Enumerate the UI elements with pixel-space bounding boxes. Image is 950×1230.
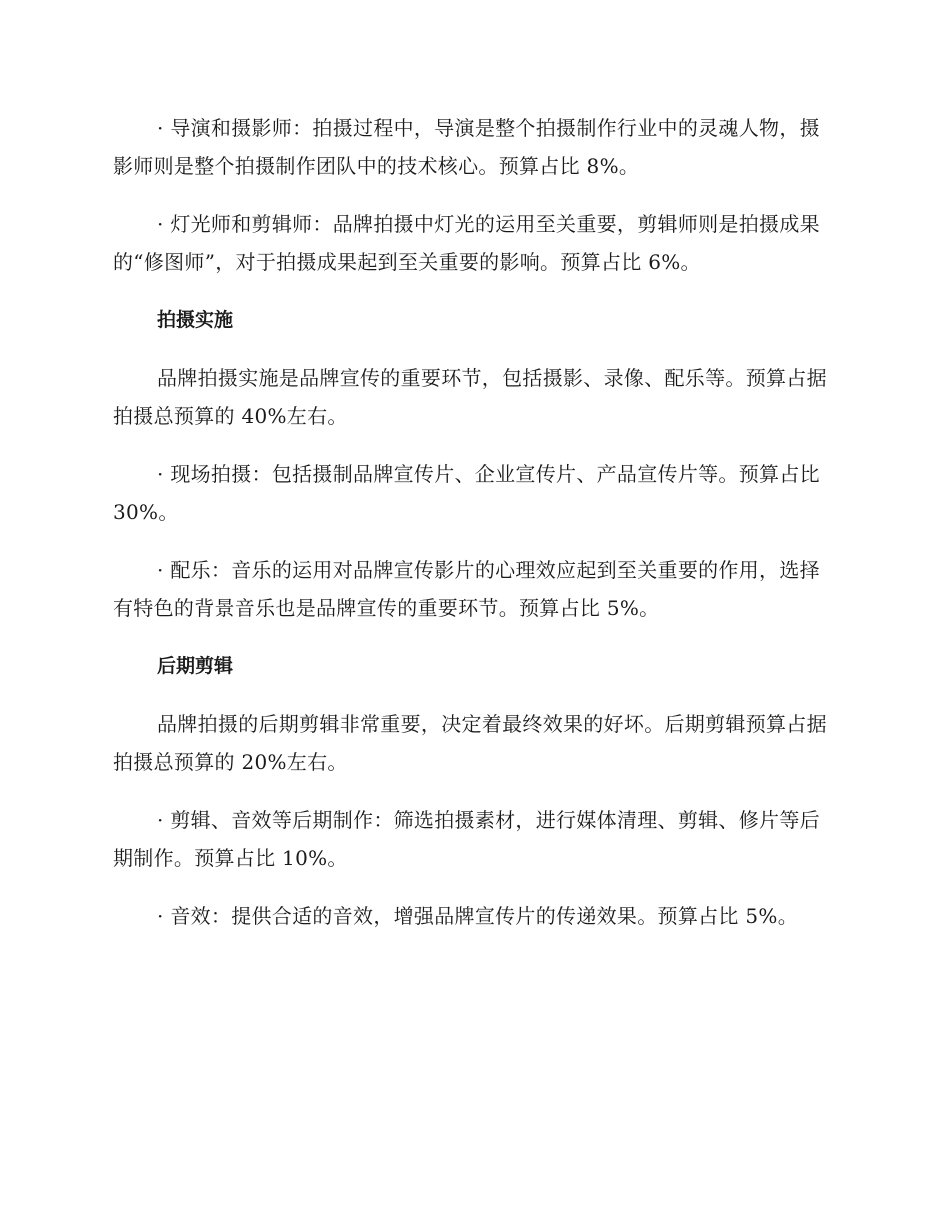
paragraph-music: · 配乐：音乐的运用对品牌宣传影片的心理效应起到至关重要的作用，选择有特色的背景音乐也是品牌宣传的重要环节。预算占比 5%。	[113, 558, 820, 620]
paragraph-onsite-shooting: · 现场拍摄：包括摄制品牌宣传片、企业宣传片、产品宣传片等。预算占比 30%。	[113, 462, 820, 524]
section-heading-post-editing: 后期剪辑	[157, 655, 234, 677]
paragraph-lighting-editor: · 灯光师和剪辑师：品牌拍摄中灯光的运用至关重要，剪辑师则是拍摄成果的“修图师”，对于拍摄成果起到至关重要的影响。预算占比 6%。	[113, 212, 820, 274]
paragraph-sound-effects: · 音效：提供合适的音效，增强品牌宣传片的传递效果。预算占比 5%。	[157, 904, 798, 928]
paragraph-director-cinematographer: · 导演和摄影师：拍摄过程中，导演是整个拍摄制作行业中的灵魂人物，摄影师则是整个拍摄制作团队中的技术核心。预算占比 8%。	[113, 116, 820, 178]
paragraph-editing-production: · 剪辑、音效等后期制作：筛选拍摄素材，进行媒体清理、剪辑、修片等后期制作。预算占比 10%。	[113, 808, 820, 870]
paragraph-shooting-intro: 品牌拍摄实施是品牌宣传的重要环节，包括摄影、录像、配乐等。预算占据拍摄总预算的 40%左右。	[113, 366, 827, 428]
paragraph-post-editing-intro: 品牌拍摄的后期剪辑非常重要，决定着最终效果的好坏。后期剪辑预算占据拍摄总预算的 20%左右。	[113, 712, 827, 774]
section-heading-shooting: 拍摄实施	[157, 309, 234, 331]
